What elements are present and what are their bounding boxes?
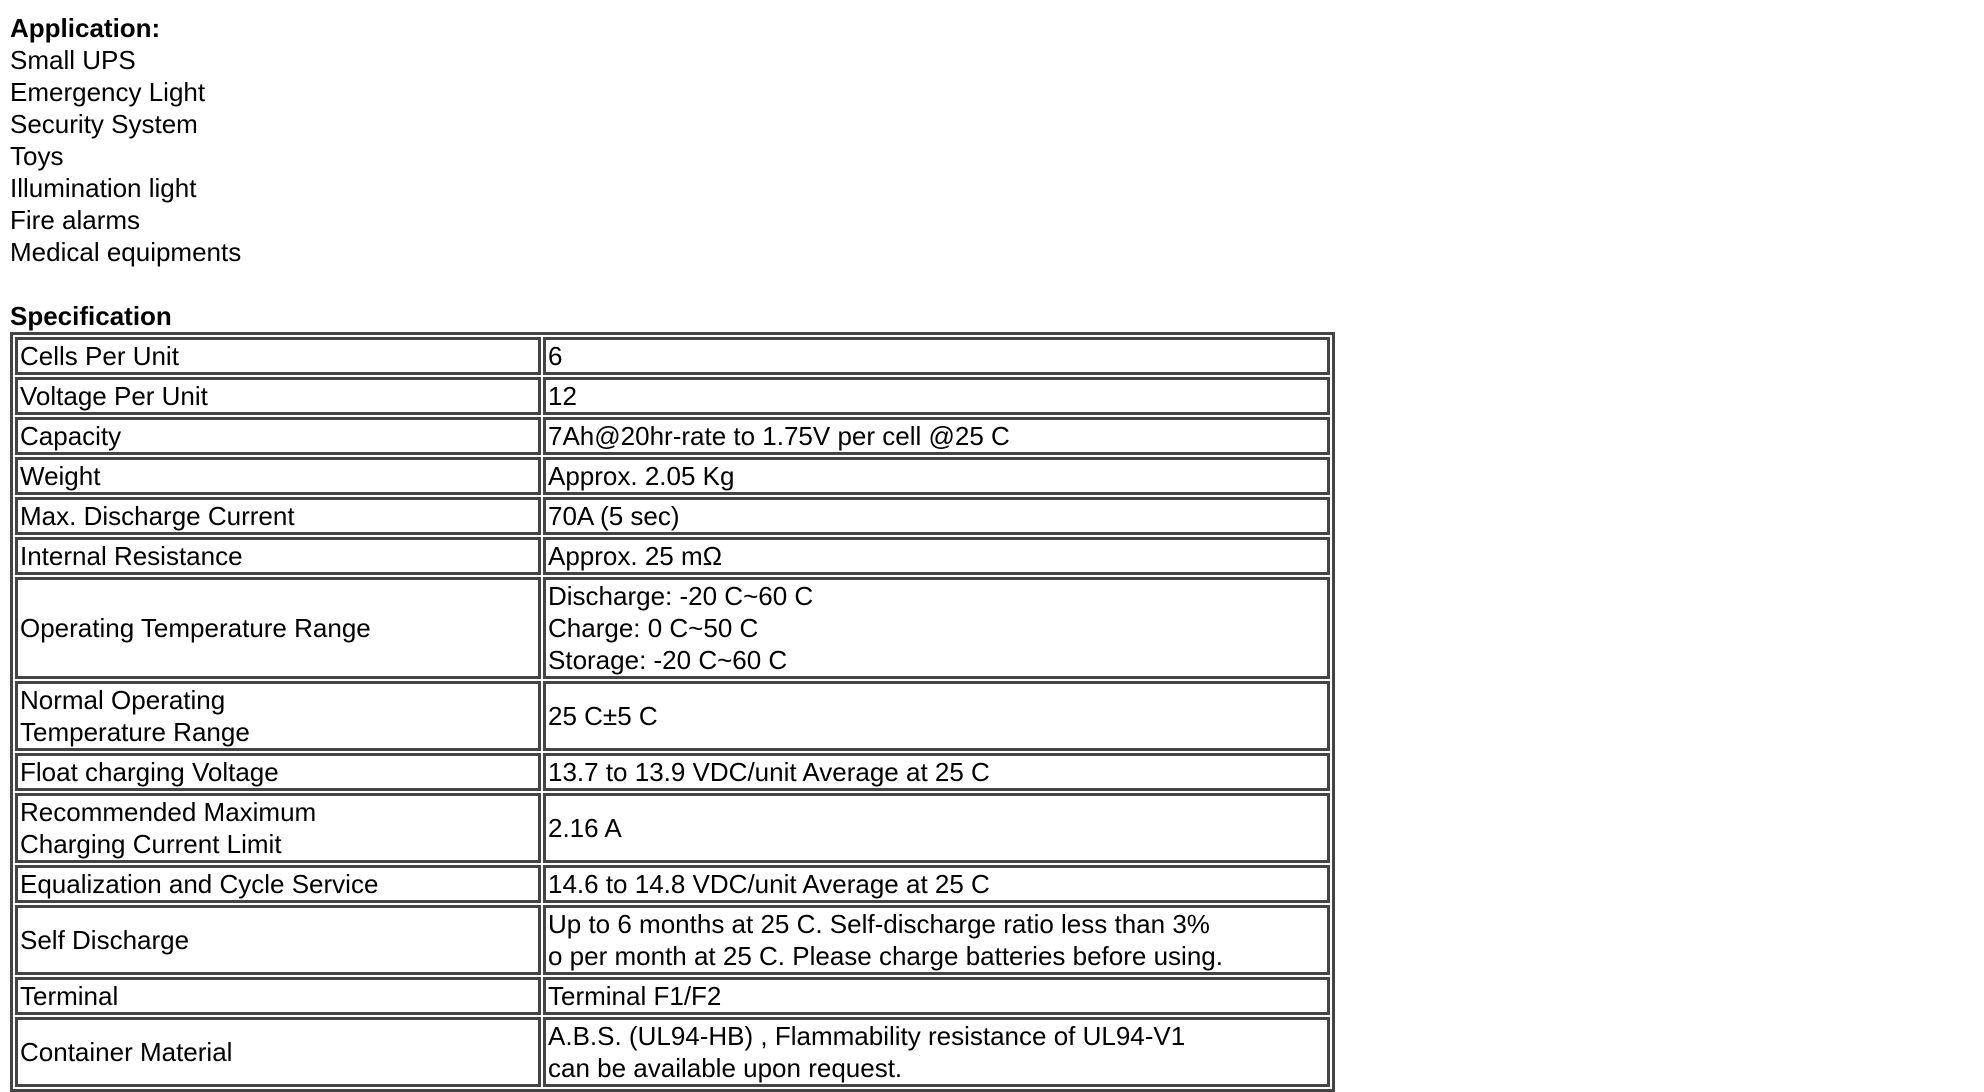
spec-label-cell <box>15 865 541 903</box>
table-row <box>15 377 1330 415</box>
spec-label-cell <box>15 537 541 575</box>
table-row <box>15 497 1330 535</box>
spec-label-cell <box>15 577 541 679</box>
spec-label-cell <box>15 977 541 1015</box>
spec-value: Terminal F1/F2 <box>548 981 722 1011</box>
spec-value: Storage: -20 C~60 C <box>548 645 788 675</box>
application-item: Illumination light <box>10 173 197 203</box>
table-row <box>15 337 1330 375</box>
spec-value-cell <box>543 377 1330 415</box>
spec-label-cell <box>15 417 541 455</box>
spec-value-cell <box>543 1017 1330 1087</box>
spec-value: o per month at 25 C. Please charge batteries before using. <box>548 941 1223 971</box>
table-row <box>15 1017 1330 1087</box>
spec-value: 25 C±5 C <box>548 701 658 731</box>
table-row <box>15 793 1330 863</box>
spec-label-cell <box>15 681 541 751</box>
spec-value-cell <box>543 865 1330 903</box>
spec-value-cell <box>543 417 1330 455</box>
spec-value: Approx. 2.05 Kg <box>548 461 735 491</box>
spec-label: Internal Resistance <box>20 541 243 571</box>
spec-label: Cells Per Unit <box>20 341 179 371</box>
spec-label: Container Material <box>20 1037 233 1067</box>
table-row <box>15 681 1330 751</box>
application-heading: Application: <box>10 13 161 43</box>
spec-value-cell <box>543 337 1330 375</box>
spec-value: 7Ah@20hr-rate to 1.75V per cell @25 C <box>548 421 1010 451</box>
spec-value: 70A (5 sec) <box>548 501 680 531</box>
specification-table-body <box>15 337 1330 1087</box>
spec-value: can be available upon request. <box>548 1053 903 1083</box>
spec-value-cell <box>543 977 1330 1015</box>
spec-label: Voltage Per Unit <box>20 381 208 411</box>
spec-label: Equalization and Cycle Service <box>20 869 379 899</box>
table-row <box>15 417 1330 455</box>
spec-label: Recommended Maximum <box>20 797 317 827</box>
spec-label-cell <box>15 457 541 495</box>
spec-value-cell <box>543 537 1330 575</box>
spec-value: A.B.S. (UL94-HB) , Flammability resistance of UL94-V1 <box>548 1021 1186 1051</box>
spec-value-cell <box>543 577 1330 679</box>
spec-value: Up to 6 months at 25 C. Self-discharge ratio less than 3% <box>548 909 1210 939</box>
spec-label-cell <box>15 905 541 975</box>
spec-value-cell <box>543 793 1330 863</box>
spec-value: Discharge: -20 C~60 C <box>548 581 814 611</box>
spec-value: 13.7 to 13.9 VDC/unit Average at 25 C <box>548 757 990 787</box>
spec-value: 12 <box>548 381 577 411</box>
table-row <box>15 753 1330 791</box>
spec-label: Self Discharge <box>20 925 190 955</box>
spec-label: Weight <box>20 461 101 491</box>
spec-value-cell <box>543 905 1330 975</box>
application-item: Small UPS <box>10 45 136 75</box>
specification-heading: Specification <box>10 301 172 331</box>
spec-value-cell <box>543 681 1330 751</box>
spec-value: 2.16 A <box>548 813 622 843</box>
application-item: Fire alarms <box>10 205 141 235</box>
spec-label-cell <box>15 377 541 415</box>
spec-value: Charge: 0 C~50 C <box>548 613 759 643</box>
spec-label: Operating Temperature Range <box>20 613 371 643</box>
spec-label: Normal Operating <box>20 685 226 715</box>
spec-label: Temperature Range <box>20 717 250 747</box>
spec-label-cell <box>15 497 541 535</box>
spec-label: Capacity <box>20 421 122 451</box>
spec-label-cell <box>15 1017 541 1087</box>
spec-value: 14.6 to 14.8 VDC/unit Average at 25 C <box>548 869 990 899</box>
table-row <box>15 457 1330 495</box>
table-row <box>15 865 1330 903</box>
spec-value-cell <box>543 753 1330 791</box>
application-list <box>10 44 1984 268</box>
spec-value-cell <box>543 497 1330 535</box>
table-row <box>15 537 1330 575</box>
spec-label: Terminal <box>20 981 119 1011</box>
application-item: Medical equipments <box>10 237 242 267</box>
section-spacer <box>10 268 1984 300</box>
application-item: Emergency Light <box>10 77 206 107</box>
application-item: Toys <box>10 141 64 171</box>
spec-label-cell <box>15 337 541 375</box>
spec-value-cell <box>543 457 1330 495</box>
table-row <box>15 977 1330 1015</box>
spec-label-cell <box>15 793 541 863</box>
table-row <box>15 905 1330 975</box>
spec-value: 6 <box>548 341 563 371</box>
spec-label-cell <box>15 753 541 791</box>
spec-label: Max. Discharge Current <box>20 501 295 531</box>
application-item: Security System <box>10 109 198 139</box>
specification-table <box>10 332 1335 1092</box>
spec-value: Approx. 25 mΩ <box>548 541 723 571</box>
table-row <box>15 577 1330 679</box>
spec-label: Float charging Voltage <box>20 757 279 787</box>
spec-label: Charging Current Limit <box>20 829 282 859</box>
